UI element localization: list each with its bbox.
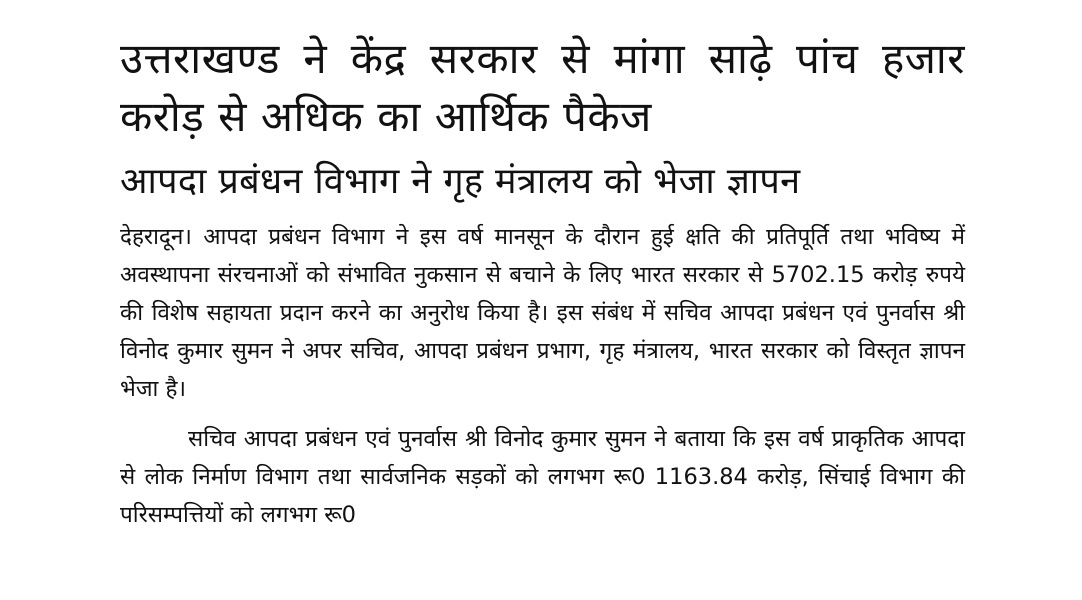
article-headline: उत्तराखण्ड ने केंद्र सरकार से मांगा साढ़े पांच हजार करोड़ से अधिक का आर्थिक पैकेज (120, 34, 965, 141)
article-subheadline: आपदा प्रबंधन विभाग ने गृह मंत्रालय को भेजा ज्ञापन (120, 161, 801, 202)
article-paragraph-2: सचिव आपदा प्रबंधन एवं पुनर्वास श्री विनोद कुमार सुमन ने बताया कि इस वर्ष प्राकृतिक आपदा से लोक निर्माण विभाग तथा सार्वजनिक सड़कों को लगभग रू0 1163.84 करोड़, सिंचाई विभाग की परिसम्पत्तियों को लगभग रू0 (120, 426, 965, 528)
article (120, 30, 965, 534)
article-paragraph-1: देहरादून। आपदा प्रबंधन विभाग ने इस वर्ष मानसून के दौरान हुई क्षति की प्रतिपूर्ति तथा भविष्य में अवस्थापना संरचनाओं को संभावित नुकसान से बचाने के लिए भारत सरकार से 5702.15 करोड़ रुपये की विशेष सहायता प्रदान करने का अनुरोध किया है। इस संबंध में सचिव आपदा प्रबंधन एवं पुनर्वास श्री विनोद कुमार सुमन ने अपर सचिव, आपदा प्रबंधन प्रभाग, गृह मंत्रालय, भारत सरकार को विस्तृत ज्ञापन भेजा है। (120, 224, 965, 402)
